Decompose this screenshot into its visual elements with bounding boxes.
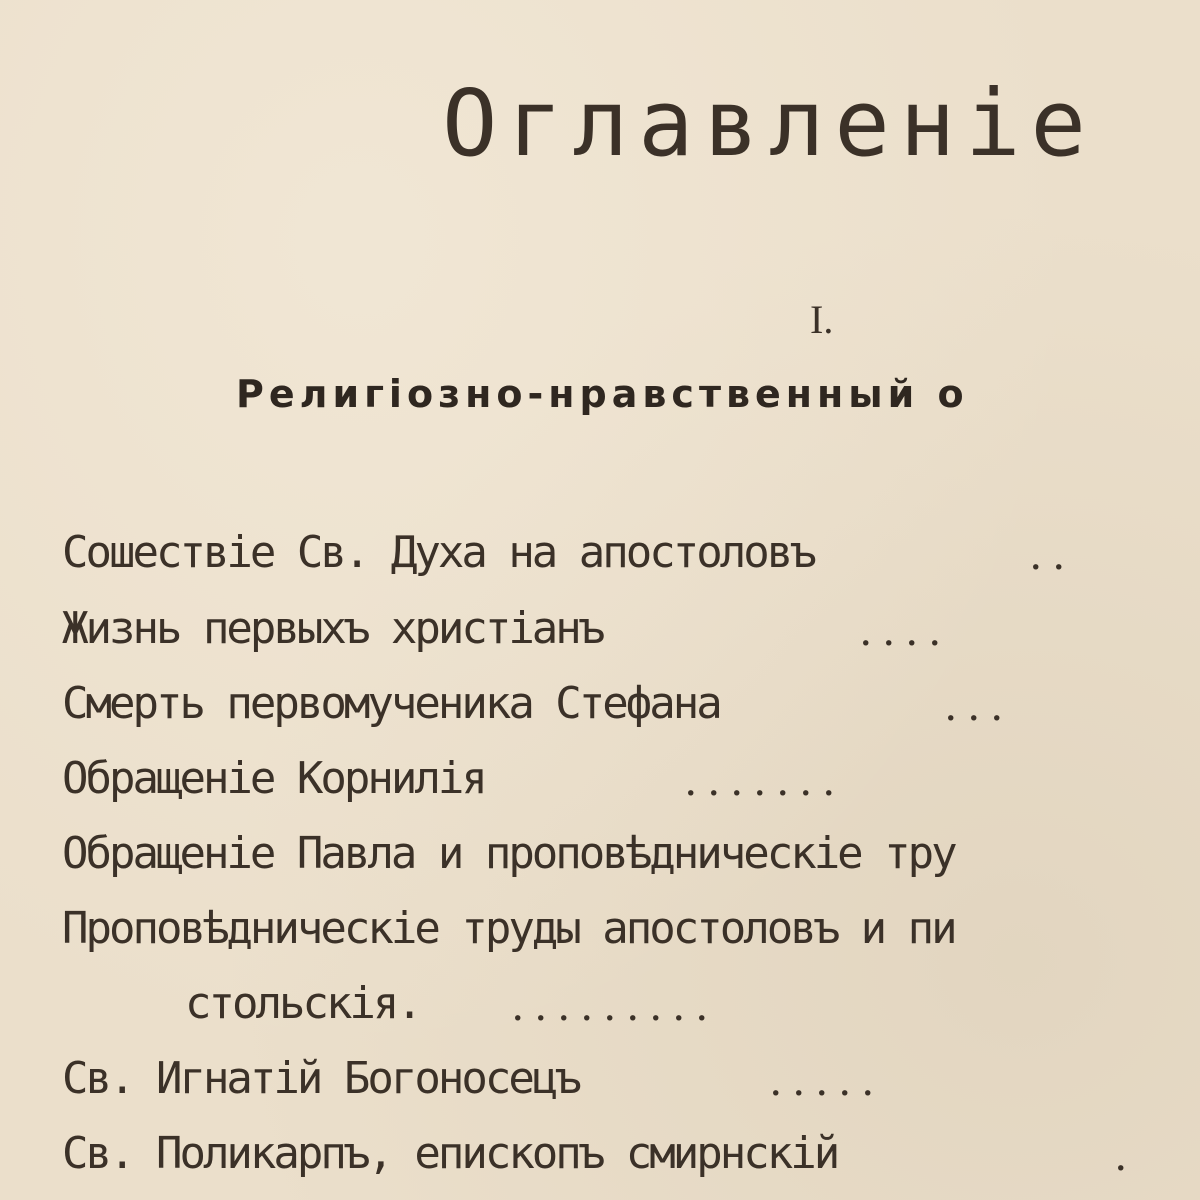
section-title: Религіозно-нравственный о bbox=[236, 372, 969, 416]
toc-leader-dots: . . bbox=[1030, 528, 1065, 579]
toc-entry: Сошествіе Св. Духа на апостоловъ bbox=[62, 527, 814, 578]
toc-leader-dots: . . . . . bbox=[770, 1054, 874, 1105]
toc-entry: Смерть первомученика Стефана bbox=[62, 678, 720, 729]
toc-entry: Обращеніе Павла и проповѣдническіе тру bbox=[62, 828, 955, 879]
page-heading: Оглавленіе bbox=[442, 70, 1096, 177]
toc-leader-dots: . . . . . . . bbox=[685, 754, 835, 805]
toc-entry: Св. Игнатій Богоносецъ bbox=[62, 1053, 579, 1104]
toc-entry: Св. Поликарпъ, епископъ смирнскій bbox=[62, 1128, 838, 1179]
section-number: I. bbox=[810, 297, 834, 342]
toc-entry: Обращеніе Корнилія bbox=[62, 753, 485, 804]
toc-leader-dots: . bbox=[1115, 1129, 1127, 1180]
toc-leader-dots: . . . . bbox=[860, 604, 941, 655]
toc-entry-continuation: стольскія. bbox=[185, 978, 420, 1029]
toc-entry: Жизнь первыхъ христіанъ bbox=[62, 603, 603, 654]
toc-leader-dots: . . . bbox=[945, 679, 1003, 730]
toc-entry: Проповѣдническіе труды апостоловъ и пи bbox=[62, 903, 955, 954]
toc-leader-dots: . . . . . . . . . bbox=[512, 979, 708, 1030]
